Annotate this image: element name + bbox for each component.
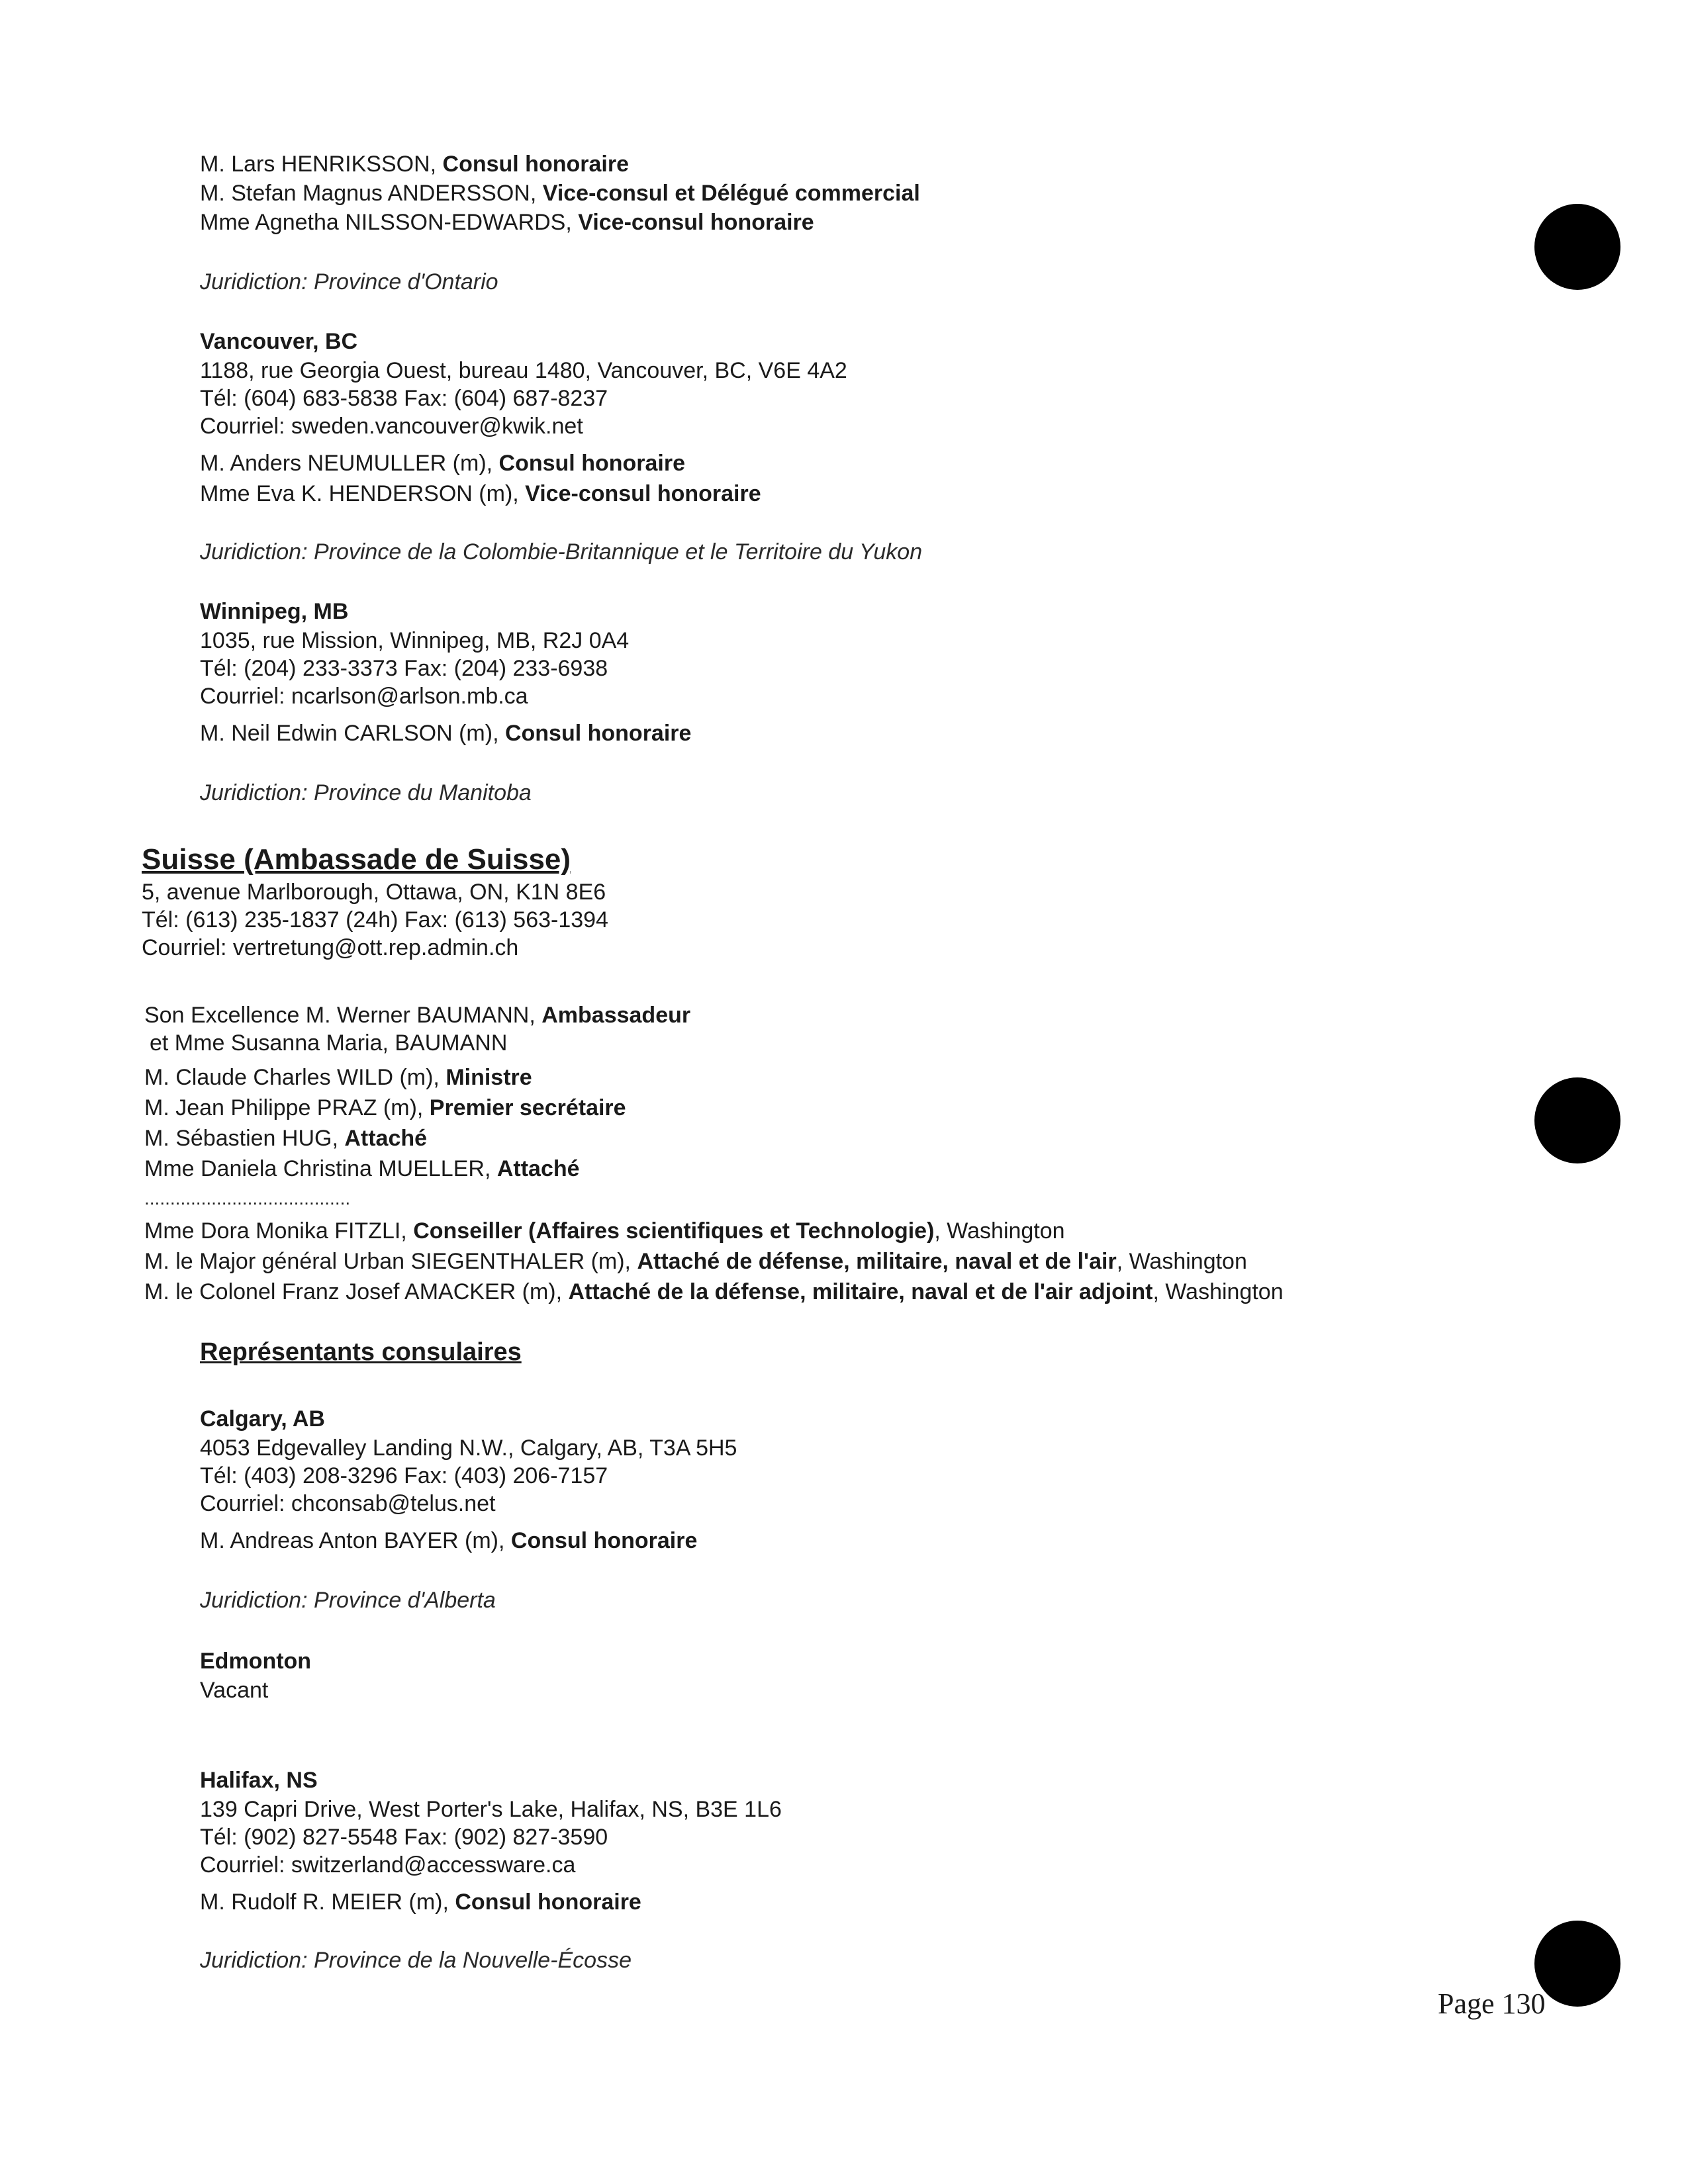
person-line: M. Jean Philippe PRAZ (m), Premier secrétaire <box>144 1095 626 1120</box>
section-heading: Suisse (Ambassade de Suisse) <box>142 843 571 876</box>
person-line: M. le Colonel Franz Josef AMACKER (m), Attaché de la défense, militaire, naval et de l'air adjoint, Washington <box>144 1279 1284 1304</box>
address: 1035, rue Mission, Winnipeg, MB, R2J 0A4 <box>200 628 630 653</box>
jurisdiction: Juridiction: Province de la Colombie-Britannique et le Territoire du Yukon <box>200 539 923 565</box>
person-line: M. Andreas Anton BAYER (m), Consul honoraire <box>200 1528 698 1553</box>
address: 1188, rue Georgia Ouest, bureau 1480, Vancouver, BC, V6E 4A2 <box>200 358 847 383</box>
subsection-heading: Représentants consulaires <box>200 1338 522 1366</box>
person-line: M. Lars HENRIKSSON, Consul honoraire <box>200 152 629 177</box>
address: 139 Capri Drive, West Porter's Lake, Halifax, NS, B3E 1L6 <box>200 1797 782 1822</box>
email: Courriel: vertretung@ott.rep.admin.ch <box>142 935 519 960</box>
email: Courriel: chconsab@telus.net <box>200 1491 496 1516</box>
person-line: M. Sébastien HUG, Attaché <box>144 1126 428 1151</box>
person-line: M. Anders NEUMULLER (m), Consul honoraire <box>200 451 685 476</box>
jurisdiction: Juridiction: Province d'Ontario <box>200 269 498 295</box>
person-line: Son Excellence M. Werner BAUMANN, Ambassadeur <box>144 1003 691 1028</box>
city-heading: Edmonton <box>200 1649 312 1674</box>
person-line: M. le Major général Urban SIEGENTHALER (m), Attaché de défense, militaire, naval et de l'air, Washington <box>144 1249 1247 1274</box>
punch-hole <box>1534 204 1620 290</box>
phone: Tél: (403) 208-3296 Fax: (403) 206-7157 <box>200 1463 608 1488</box>
person-line: M. Rudolf R. MEIER (m), Consul honoraire <box>200 1889 641 1915</box>
separator-dots: ........................................ <box>144 1188 351 1208</box>
city-heading: Vancouver, BC <box>200 329 358 354</box>
person-line: Mme Eva K. HENDERSON (m), Vice-consul honoraire <box>200 481 761 506</box>
phone: Tél: (604) 683-5838 Fax: (604) 687-8237 <box>200 386 608 411</box>
phone: Tél: (902) 827-5548 Fax: (902) 827-3590 <box>200 1825 608 1850</box>
jurisdiction: Juridiction: Province du Manitoba <box>200 780 532 805</box>
page-number: Page 130 <box>1438 1987 1546 2020</box>
phone: Tél: (204) 233-3373 Fax: (204) 233-6938 <box>200 656 608 681</box>
person-line: Mme Agnetha NILSSON-EDWARDS, Vice-consul honoraire <box>200 210 814 235</box>
address: 4053 Edgevalley Landing N.W., Calgary, AB, T3A 5H5 <box>200 1435 737 1461</box>
person-line: Mme Dora Monika FITZLI, Conseiller (Affaires scientifiques et Technologie), Washington <box>144 1218 1065 1244</box>
punch-hole <box>1534 1921 1620 2007</box>
person-line: M. Stefan Magnus ANDERSSON, Vice-consul et Délégué commercial <box>200 181 920 206</box>
city-heading: Halifax, NS <box>200 1768 318 1793</box>
person-line: M. Claude Charles WILD (m), Ministre <box>144 1065 532 1090</box>
punch-hole <box>1534 1077 1620 1163</box>
status-text: Vacant <box>200 1678 269 1703</box>
person-line: Mme Daniela Christina MUELLER, Attaché <box>144 1156 580 1181</box>
jurisdiction: Juridiction: Province de la Nouvelle-Écosse <box>200 1948 632 1973</box>
jurisdiction: Juridiction: Province d'Alberta <box>200 1588 496 1613</box>
person-line: M. Neil Edwin CARLSON (m), Consul honoraire <box>200 721 692 746</box>
address: 5, avenue Marlborough, Ottawa, ON, K1N 8E6 <box>142 880 606 905</box>
city-heading: Calgary, AB <box>200 1406 325 1432</box>
spouse-line: et Mme Susanna Maria, BAUMANN <box>150 1030 508 1056</box>
city-heading: Winnipeg, MB <box>200 599 349 624</box>
email: Courriel: sweden.vancouver@kwik.net <box>200 414 583 439</box>
email: Courriel: ncarlson@arlson.mb.ca <box>200 684 528 709</box>
phone: Tél: (613) 235-1837 (24h) Fax: (613) 563-1394 <box>142 907 608 933</box>
email: Courriel: switzerland@accessware.ca <box>200 1852 576 1878</box>
